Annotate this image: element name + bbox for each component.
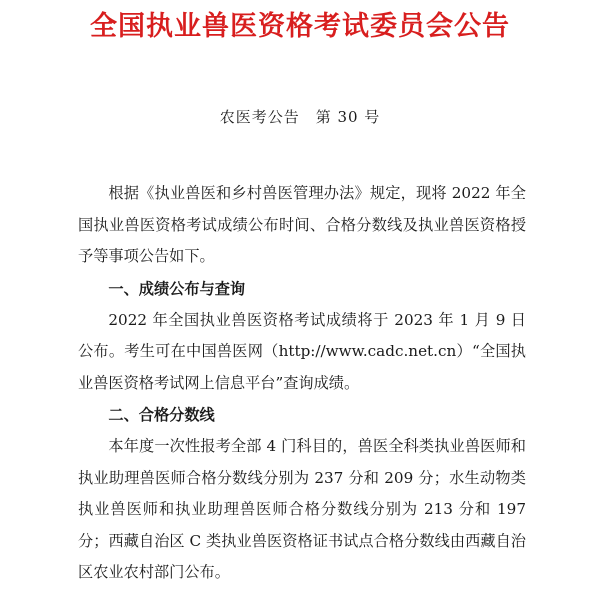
- intro-paragraph: 根据《执业兽医和乡村兽医管理办法》规定，现将 2022 年全国执业兽医资格考试成绩公布时间、合格分数线及执业兽医资格授予等事项公告如下。: [78, 184, 526, 265]
- section-text-passing-scores: 本年度一次性报考全部 4 门科目的，兽医全科类执业兽医师和执业助理兽医师合格分数线分别为 237 分和 209 分；水生动物类执业兽医师和执业助理兽医师合格分数线分别为 213 分和 197 分；西藏自治区 C 类执业兽医资格证书试点合格分数线由西藏自治区农业农村部门公布。: [78, 437, 526, 581]
- section-text-results: 2022 年全国执业兽医资格考试成绩将于 2023 年 1 月 9 日公布。考生可在中国兽医网（http://www.cadc.net.cn）“全国执业兽医资格考试网上信息平台”查询成绩。: [78, 310, 526, 392]
- section-heading-results: 一、成绩公布与查询: [108, 279, 246, 298]
- document-body: [78, 178, 526, 589]
- document-number: 农医考公告 第 30 号: [219, 108, 381, 126]
- document-title: 全国执业兽医资格考试委员会公告: [90, 11, 510, 42]
- section-heading-passing-scores: 二、合格分数线: [108, 406, 215, 424]
